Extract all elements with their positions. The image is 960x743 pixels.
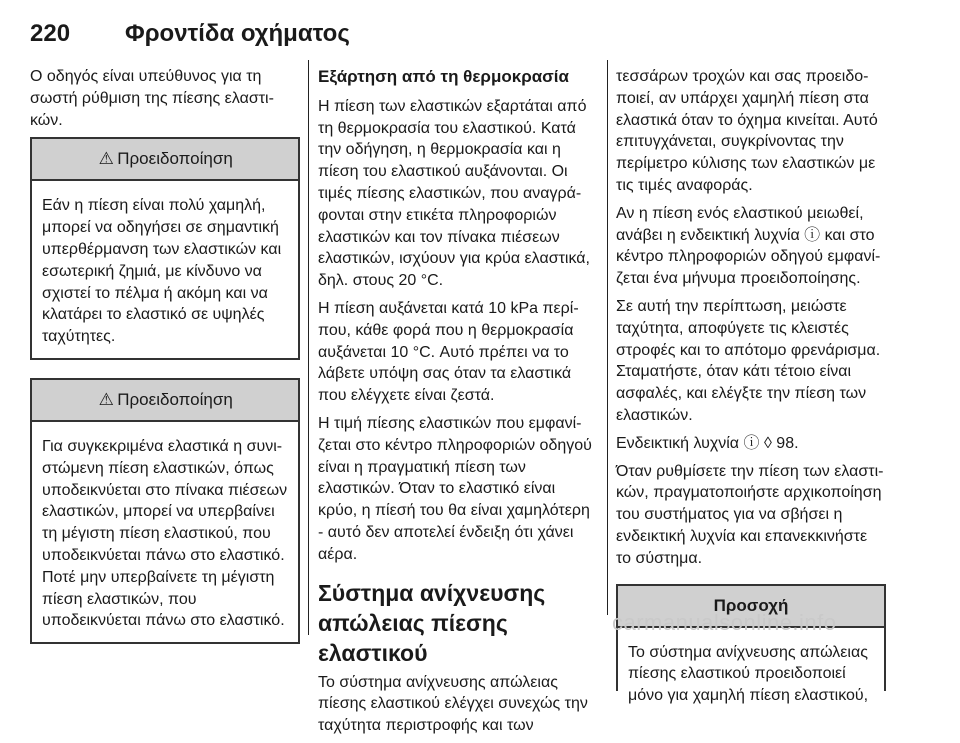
page-header [30, 14, 350, 54]
caution-box [616, 584, 886, 705]
paragraph-col3-5: Όταν ρυθμίσετε την πίεση των ελαστικών, πραγματοποιήστε αρχικοποίηση του συστήματος για να σβήσει η ενδεικτική λυχνία και επανεκκινήστε το σύστημα. [616, 462, 884, 567]
paragraph-col3-2: Αν η πίεση ενός ελαστικού μειωθεί, ανάβει η ενδεικτική λυχνία ⓘ και στο κέντρο πληροφοριών οδηγού εμφανίζεται ένα μήνυμα προειδοποίησης. [616, 204, 881, 288]
section-title-temperature: Εξάρτηση από τη θερμοκρασία [318, 67, 569, 86]
paragraph-col3-3: Σε αυτή την περίπτωση, μειώστε ταχύτητα, αποφύγετε τις κλειστές στροφές και το απότομο φρενάρισμα. Σταματήστε, όταν κάτι τέτοιο είναι ασφαλές, και ελέγξτε την πίεση των ελαστικών. [616, 297, 881, 424]
warning-box-1-heading: Προειδοποίηση [117, 149, 233, 169]
warning-triangle-icon: ⚠ [98, 389, 114, 409]
paragraph-col3-1: τεσσάρων τροχών και σας προειδοποιεί, αν υπάρχει χαμηλή πίεση στα ελαστικά όταν το όχημα κινείται. Αυτό επιτυγχάνεται, συγκρίνοντας την περίμετρο κύλισης των ελαστικών με τις τιμές αναφοράς. [616, 68, 878, 194]
paragraph-temp-1: Η πίεση των ελαστικών εξαρτάται από τη θερμοκρασία του ελαστικού. Κατά την οδήγηση, η θερμοκρασία και η πίεση του ελαστικού αυξάνονται. Οι τιμές πίεσης ελαστικών, που αναγράφονται στην ετικέτα πληροφοριών ελαστικών και τον πίνακα πιέσεων ελαστικών, ισχύουν για κρύα ελαστικά, δηλ. στους 20 °C. [318, 97, 590, 290]
paragraph-temp-2: Η πίεση αυξάνεται κατά 10 kPa περίπου, κάθε φορά που η θερμοκρασία αυξάνεται 10 °C. Αυτό πρέπει να το λάβετε υπόψη σας όταν τα ελαστικά που ελέγχετε είναι ζεστά. [318, 299, 579, 405]
warning-box-2-header [32, 380, 298, 422]
warning-box-1-body: Εάν η πίεση είναι πολύ χαμηλή, μπορεί να οδηγήσει σε σημαντική υπερθέρμανση των ελαστικών και εσωτερική ζημιά, με κίνδυνο να σχιστεί το πέλμα ή ακόμη και να κλατάρει το ελαστικό σε υψηλές ταχύτητες. [42, 197, 282, 346]
warning-box-1-header [32, 139, 298, 181]
paragraph-pressure-loss-1: Το σύστημα ανίχνευσης απώλειας πίεσης ελαστικού ελέγχει συνεχώς την ταχύτητα περιστροφής και των [318, 673, 588, 735]
page-title: Φροντίδα οχήματος [125, 20, 350, 47]
caution-box-body: Το σύστημα ανίχνευσης απώλειας πίεσης ελαστικού προειδοποιεί μόνο για χαμηλή πίεση ελαστικού, [628, 643, 869, 705]
column-3 [616, 66, 886, 705]
warning-box-2 [30, 378, 300, 644]
column-1 [30, 66, 300, 644]
paragraph-temp-3: Η τιμή πίεσης ελαστικών που εμφανίζεται στο κέντρο πληροφοριών οδηγού είναι η πραγματική πίεση των ελαστικών. Όταν το ελαστικό είναι κρύο, η πίεσή του θα είναι χαμηλότερη - αυτό δεν αποτελεί ένδειξη ότι χάνει αέρα. [318, 414, 592, 563]
watermark: carmanualsonline.info [612, 610, 837, 635]
page-number: 220 [30, 20, 71, 47]
paragraph-col3-4: Ενδεικτική λυχνία ⓘ ◊ 98. [616, 434, 799, 452]
column-divider-1 [308, 60, 309, 635]
warning-box-2-body: Για συγκεκριμένα ελαστικά η συνιστώμενη πίεση ελαστικών, όπως υποδεικνύεται στο πίνακα πιέσεων ελαστικών, μπορεί να υπερβαίνει τη μέγιστη πίεση ελαστικού, που υποδεικνύεται πάνω στο ελαστικό. Ποτέ μην υπερβαίνετε τη μέγιστη πίεση ελαστικών, που υποδεικνύεται πάνω στο ελαστικό. [42, 437, 288, 630]
warning-box-2-heading: Προειδοποίηση [117, 389, 233, 409]
warning-triangle-icon: ⚠ [98, 149, 114, 169]
section-title-pressure-loss: Σύστημα ανίχνευσης απώλειας πίεσης ελαστικού [318, 579, 546, 666]
column-2 [318, 66, 596, 743]
caution-box-heading: Προσοχή [618, 586, 884, 628]
warning-box-1 [30, 137, 300, 360]
column-divider-2 [607, 60, 608, 615]
intro-paragraph: Ο οδηγός είναι υπεύθυνος για τη σωστή ρύθμιση της πίεσης ελαστικών. [30, 68, 274, 129]
